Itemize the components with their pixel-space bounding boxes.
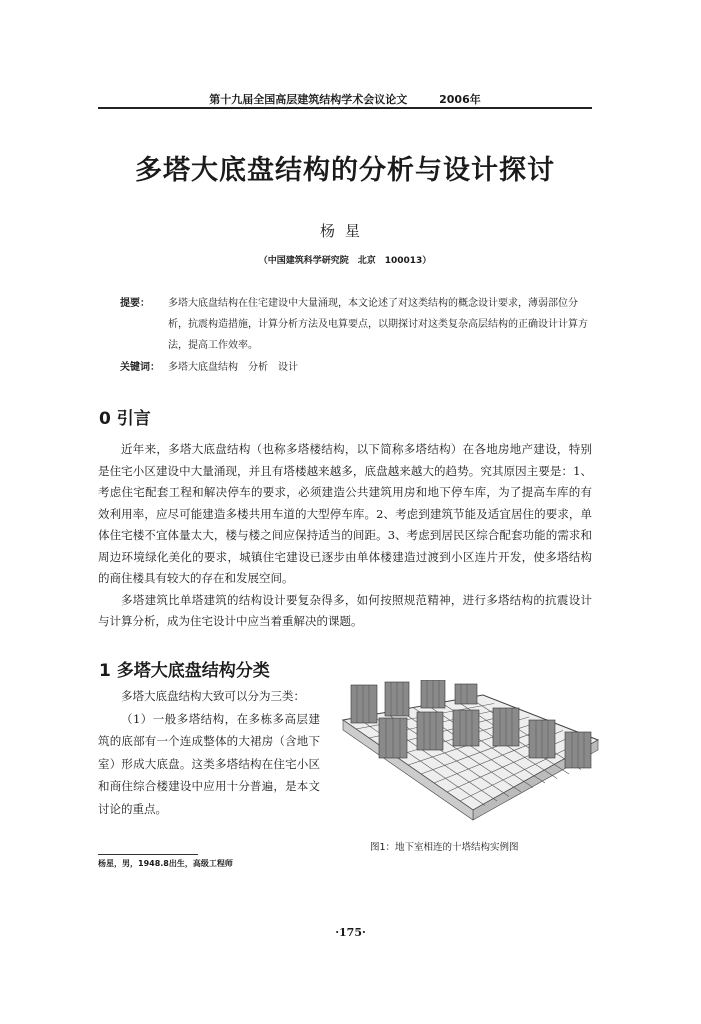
abstract-label: 提要：: [120, 298, 150, 309]
section-number: 0: [99, 409, 111, 429]
author-affiliation: （中国建筑科学研究院 北京 100013）: [258, 256, 432, 266]
intro-paragraph: 多塔建筑比单塔建筑的结构设计要复杂得多，如何按照规范精神，进行多塔结构的抗震设计与计算分析，成为住宅设计中应当着重解决的课题。: [98, 592, 592, 628]
author-footnote: 杨星，男，1948.8出生，高级工程师: [98, 859, 233, 868]
keywords-label: 关键词：: [120, 362, 160, 373]
ten-tower-model-figure: [333, 680, 608, 830]
header-year: 2006年: [439, 93, 481, 106]
abstract-block: [120, 293, 590, 378]
section-heading-intro: [99, 404, 151, 429]
conference-name: 第十九届全国高层建筑结构学术会议论文: [209, 93, 408, 106]
page-number: ·175·: [335, 926, 366, 939]
author-name: 杨星: [319, 222, 370, 240]
tower-block: [351, 685, 377, 723]
section-heading-classification: [99, 656, 270, 681]
running-header: [98, 91, 592, 107]
section1-paragraph: 多塔大底盘结构大致可以分为三类：: [121, 689, 305, 703]
header-rule: [98, 107, 592, 109]
section-title: 引言: [116, 409, 151, 429]
intro-paragraph: 近年来，多塔大底盘结构（也称多塔楼结构，以下简称多塔结构）在各地房地产建设，特别是住宅小区建设中大量涌现，并且有塔楼越来越多，底盘越来越大的趋势。究其原因主要是：1、考虑住宅配套工程和解决停车的要求，必须建造公共建筑用房和地下停车库，为了提高车库的有效利用率，应尽可能建造多楼共用车道的大型停车库。2、考虑到建筑节能及适宜居住的要求，单体住宅楼不宜体量太大，楼与楼之间应保持适当的间距。3、考虑到居民区综合配套功能的需求和周边环境绿化美化的要求，城镇住宅建设已逐步由单体楼建造过渡到小区连片开发，使多塔结构的商住楼具有较大的存在和发展空间。: [98, 442, 592, 585]
section1-body: [98, 685, 320, 820]
paper-title: 多塔大底盘结构的分析与设计探讨: [135, 155, 555, 186]
section1-paragraph: （1）一般多塔结构，在多栋多高层建筑的底部有一个连成整体的大裙房（含地下室）形成大底盘。这类多塔结构在住宅小区和商住综合楼建设中应用十分普遍，是本文讨论的重点。: [98, 711, 320, 816]
figure-caption: 图1：地下室相连的十塔结构实例图: [370, 842, 519, 853]
tower-block: [455, 684, 477, 704]
footnote-rule: [98, 854, 198, 855]
section-number: 1: [99, 661, 111, 681]
intro-body: [98, 439, 592, 633]
section-title: 多塔大底盘结构分类: [116, 661, 270, 681]
abstract-text: 多塔大底盘结构在住宅建设中大量涌现，本文论述了对这类结构的概念设计要求，薄弱部位分析，抗震构造措施，计算分析方法及电算要点，以期探讨对这类复杂高层结构的正确设计计算方法，提高工作效率。: [168, 298, 588, 351]
keywords-text: 多塔大底盘结构 分析 设计: [168, 362, 298, 373]
